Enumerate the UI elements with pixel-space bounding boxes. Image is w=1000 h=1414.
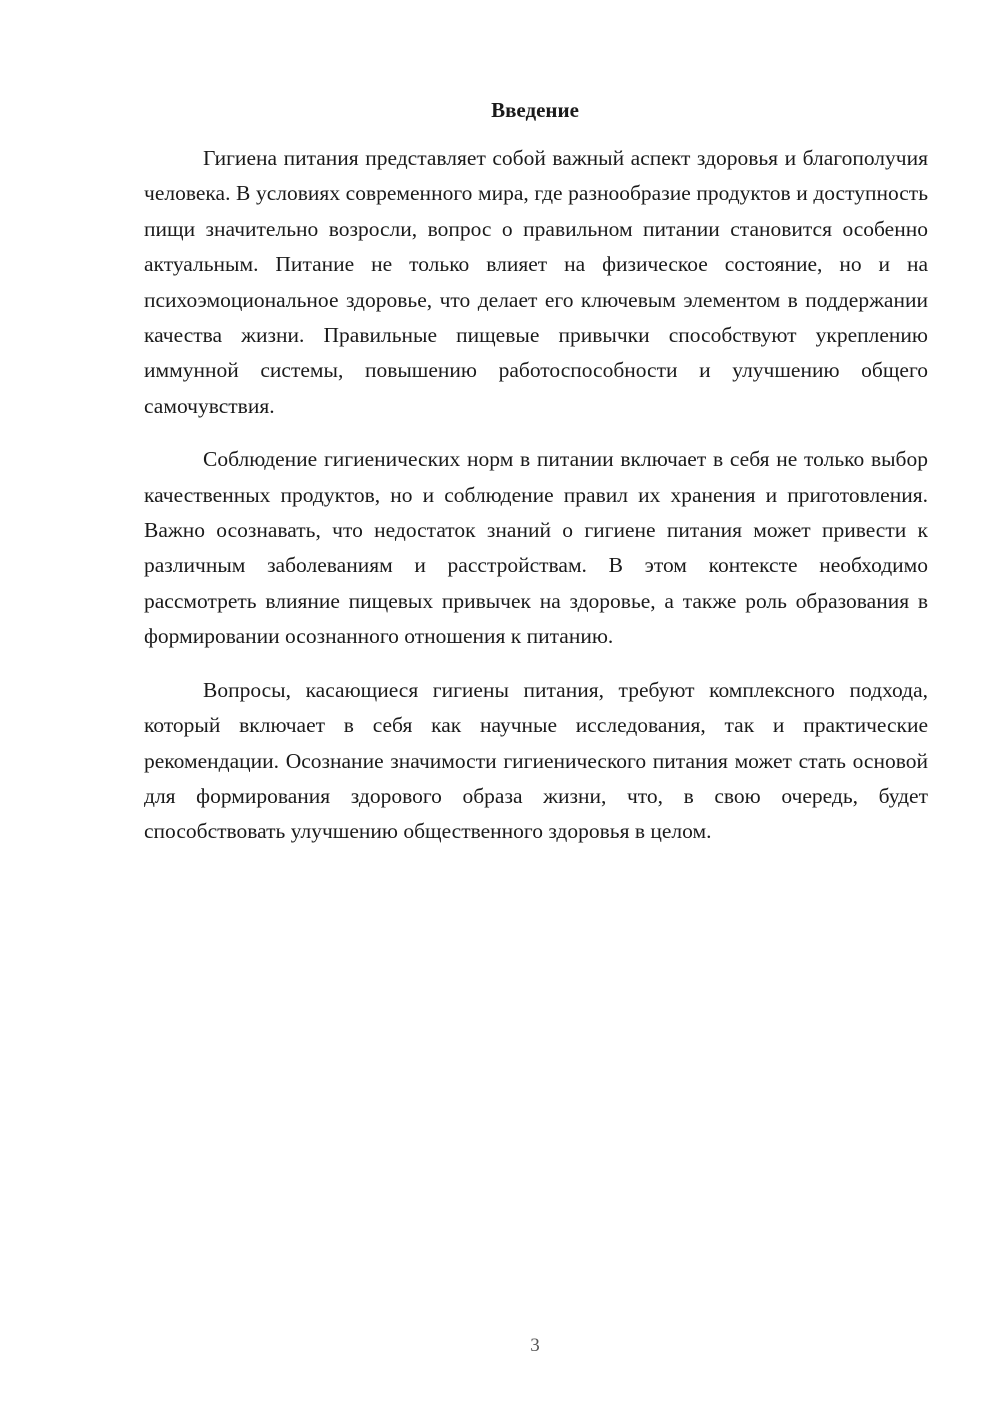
- body-text: [144, 141, 928, 850]
- paragraph-3: Вопросы, касающиеся гигиены питания, требуют комплексного подхода, который включает в себя как научные исследования, так и практические рекомендации. Осознание значимости гигиенического питания может стать основой для формирования здорового образа жизни, что, в свою очередь, будет способствовать улучшению общественного здоровья в целом.: [144, 677, 928, 844]
- paragraph-2: Соблюдение гигиенических норм в питании включает в себя не только выбор качественных продуктов, но и соблюдение правил их хранения и приготовления. Важно осознавать, что недостаток знаний о гигиене питания может привести к различным заболеваниям и расстройствам. В этом контексте необходимо рассмотреть влияние пищевых привычек на здоровье, а также роль образования в формировании осознанного отношения к питанию.: [144, 447, 928, 649]
- page-number: 3: [530, 1335, 540, 1356]
- paragraph-1: Гигиена питания представляет собой важный аспект здоровья и благополучия человека. В условиях современного мира, где разнообразие продуктов и доступность пищи значительно возросли, вопрос о правильном питании становится особенно актуальным. Питание не только влияет на физическое состояние, но и на психоэмоциональное здоровье, что делает его ключевым элементом в поддержании качества жизни. Правильные пищевые привычки способствуют укреплению иммунной системы, повышению работоспособности и улучшению общего самочувствия.: [144, 146, 928, 418]
- section-heading: Введение: [491, 98, 579, 122]
